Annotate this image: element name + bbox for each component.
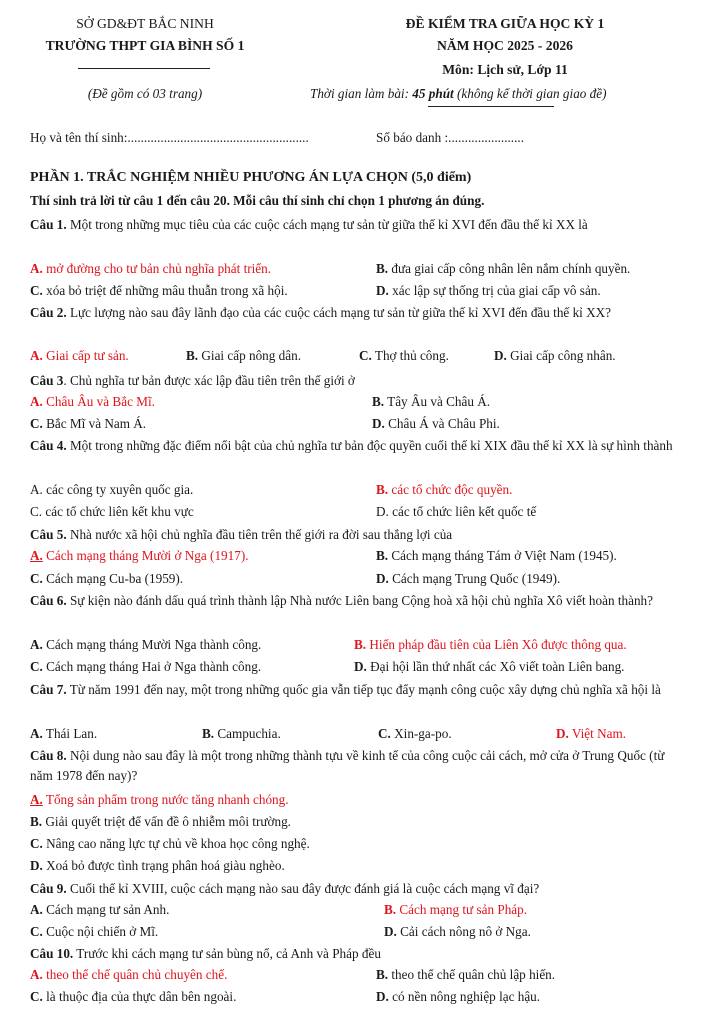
question-3 [30,371,685,391]
option-letter: B. [376,967,389,982]
option-text: Cách mạng tháng Hai ở Nga thành công. [42,659,262,674]
option-text: Bắc Mĩ và Nam Á. [42,416,147,431]
option-text: Campuchia. [214,726,281,741]
answer-3a [30,394,155,410]
question-10 [30,944,685,964]
answer-1c [30,283,288,299]
option-letter: A. [30,967,43,982]
question-text: Sự kiện nào đánh dấu quá trình thành lập Nhà nước Liên bang Cộng hoà xã hội chủ nghĩa Xô viết hoàn thành? [66,593,654,608]
option-letter: A. [30,726,43,741]
option-text: Cách mạng tư sản Pháp. [396,902,528,917]
option-text: Cách mạng tư sản Anh. [42,902,170,917]
question-text: Nội dung nào sau đây là một trong những thành tựu về kinh tế của công cuộc cải cách, mở cửa ở Trung Quốc (từ năm 1978 đến nay)? [30,748,665,783]
answer-8d [30,858,285,874]
question-9 [30,879,685,899]
option-text: Châu Âu và Bắc Mĩ. [42,394,155,409]
pages-note: (Đề gồm có 03 trang) [87,86,203,101]
question-number: Câu 9. [30,881,67,896]
answer-4b [376,482,512,498]
option-letter: D. [376,989,389,1004]
question-number: Câu 2. [30,305,67,320]
answer-6b [354,637,627,653]
option-text: Cách mạng tháng Mười Nga thành công. [42,637,262,652]
school-name: TRƯỜNG THPT GIA BÌNH SỐ 1 [45,38,245,53]
option-letter: D. [556,726,569,741]
question-text: Lực lượng nào sau đây lãnh đạo của các cuộc cách mạng tư sản từ giữa thế kỉ XVI đến đầu thế kỉ XX? [66,305,612,320]
question-4 [30,436,685,456]
option-letter: C. [30,571,43,586]
option-text: các tổ chức liên kết khu vực [42,504,194,519]
option-letter: D. [354,659,367,674]
question-text: Từ năm 1991 đến nay, một trong những quốc gia vẫn tiếp tục đẩy mạnh công cuộc xây dựng chủ nghĩa xã hội là [66,682,661,697]
subject-line: Môn: Lịch sử, Lớp 11 [442,62,568,77]
question-5 [30,525,685,545]
option-letter: D. [376,283,389,298]
answer-8c [30,836,310,852]
option-text: Cuộc nội chiến ở Mĩ. [42,924,159,939]
option-text: Việt Nam. [568,726,627,741]
option-text: Thợ thủ công. [371,348,449,363]
answer-5a [30,548,249,564]
option-text: theo thể chế quân chủ lập hiến. [388,967,556,982]
answer-1b [376,261,630,277]
option-text: Xoá bỏ được tình trạng phân hoá giàu nghèo. [42,858,285,873]
option-letter: A. [30,348,43,363]
option-text: mở đường cho tư bản chủ nghĩa phát triển. [42,261,272,276]
question-number: Câu 4. [30,438,67,453]
answer-1d [376,283,601,299]
answer-10b [376,967,555,983]
option-text: Giai cấp nông dân. [198,348,301,363]
question-text: Một trong những mục tiêu của các cuộc cách mạng tư sản từ giữa thế kỉ XVI đến đầu thế kỉ XX là [66,217,588,232]
option-letter: A. [30,902,43,917]
option-letter: D. [372,416,385,431]
answer-3c [30,416,146,432]
option-letter: A. [30,261,43,276]
option-letter: C. [30,836,43,851]
answer-5b [376,548,617,564]
question-number: Câu 5. [30,527,67,542]
option-letter: C. [359,348,372,363]
question-text: Trước khi cách mạng tư sản bùng nổ, cả Anh và Pháp đều [73,946,381,961]
option-letter: A. [30,394,43,409]
answer-10a [30,967,227,983]
answer-4c [30,504,194,520]
student-name-field: Họ và tên thí sinh:....................................................... [30,130,309,145]
question-text: Cuối thế kỉ XVIII, cuộc cách mạng nào sau đây được đánh giá là cuộc cách mạng vĩ đại? [66,881,540,896]
option-letter: C. [30,989,43,1004]
department-name: SỞ GD&ĐT BẮC NINH [76,16,214,31]
answer-6a [30,637,261,653]
question-6 [30,591,685,611]
option-text: Đại hội lần thứ nhất các Xô viết toàn Liên bang. [366,659,625,674]
answer-2d [494,348,616,364]
header-left-rule [78,68,210,69]
option-text: Tổng sản phẩm trong nước tăng nhanh chóng. [42,792,289,807]
option-letter: B. [376,482,389,497]
option-text: Giai cấp công nhân. [506,348,616,363]
answer-7d [556,726,626,742]
question-number: Câu 8. [30,748,67,763]
answer-10d [376,989,540,1005]
option-letter: A. [30,482,43,497]
option-text: Châu Á và Châu Phi. [384,416,500,431]
question-number: Câu 7. [30,682,67,697]
time-line [310,86,607,102]
option-text: Cách mạng Trung Quốc (1949). [388,571,561,586]
option-letter: B. [202,726,215,741]
answer-10c [30,989,236,1005]
question-number: Câu 10. [30,946,74,961]
question-number: Câu 1. [30,217,67,232]
answer-9c [30,924,158,940]
option-letter: B. [354,637,367,652]
answer-3d [372,416,500,432]
option-letter: C. [30,504,43,519]
answer-7a [30,726,97,742]
option-letter: A. [30,548,43,563]
answer-5d [376,571,560,587]
answer-3b [372,394,490,410]
answer-9d [384,924,531,940]
option-letter: C. [378,726,391,741]
option-text: theo thể chế quân chủ chuyên chế. [42,967,228,982]
question-text: Nhà nước xã hội chủ nghĩa đầu tiên trên thế giới ra đời sau thắng lợi của [66,527,453,542]
answer-4d [376,504,536,520]
option-text: Hiến pháp đầu tiên của Liên Xô được thông qua. [366,637,627,652]
answer-4a [30,482,193,498]
option-letter: B. [30,814,43,829]
option-letter: B. [376,548,389,563]
exam-title: ĐỀ KIỂM TRA GIỮA HỌC KỲ 1 [405,16,605,31]
option-letter: D. [376,504,389,519]
option-text: Cách mạng Cu-ba (1959). [42,571,184,586]
option-letter: B. [384,902,397,917]
option-letter: A. [30,792,43,807]
time-prefix: Thời gian làm bài: [310,86,413,101]
answer-5c [30,571,183,587]
option-text: xác lập sự thống trị của giai cấp vô sản. [388,283,601,298]
question-7 [30,680,685,700]
answer-9b [384,902,527,918]
answer-2b [186,348,301,364]
option-text: Cải cách nông nô ở Nga. [396,924,531,939]
option-text: đưa giai cấp công nhân lên nắm chính quyền. [388,261,631,276]
question-1 [30,215,685,235]
answer-7b [202,726,281,742]
option-letter: C. [30,416,43,431]
answer-6d [354,659,624,675]
option-text: Tây Âu và Châu Á. [384,394,491,409]
answer-6c [30,659,261,675]
option-letter: B. [376,261,389,276]
time-value: 45 phút [412,86,454,101]
option-text: Cách mạng tháng Tám ở Việt Nam (1945). [388,548,617,563]
answer-8a [30,792,289,808]
option-letter: D. [376,571,389,586]
question-text: . Chủ nghĩa tư bản được xác lập đầu tiên trên thế giới ở [63,373,355,388]
option-letter: D. [494,348,507,363]
option-letter: D. [384,924,397,939]
part1-instruction: Thí sinh trả lời từ câu 1 đến câu 20. Mỗi câu thí sinh chỉ chọn 1 phương án đúng. [30,193,485,208]
question-text: Một trong những đặc điểm nổi bật của chủ nghĩa tư bản độc quyền cuối thế kỉ XIX đầu thế kỉ XX là sự hình thành [66,438,673,453]
option-text: các công ty xuyên quốc gia. [42,482,194,497]
answer-2a [30,348,129,364]
school-year: NĂM HỌC 2025 - 2026 [437,38,573,53]
answer-7c [378,726,452,742]
option-text: là thuộc địa của thực dân bên ngoài. [42,989,237,1004]
question-number: Câu 6. [30,593,67,608]
option-text: Xin-ga-po. [390,726,452,741]
option-text: có nền nông nghiệp lạc hậu. [388,989,541,1004]
option-text: các tổ chức độc quyền. [388,482,513,497]
question-8 [30,746,685,786]
option-letter: C. [30,283,43,298]
answer-8b [30,814,291,830]
option-text: Cách mạng tháng Mười ở Nga (1917). [42,548,249,563]
option-text: Giai cấp tư sản. [42,348,129,363]
option-letter: C. [30,924,43,939]
question-number: Câu 3 [30,373,64,388]
option-letter: B. [372,394,385,409]
answer-9a [30,902,169,918]
option-letter: C. [30,659,43,674]
answer-1a [30,261,271,277]
time-underline [428,106,554,107]
option-letter: D. [30,858,43,873]
option-letter: B. [186,348,199,363]
answer-2c [359,348,449,364]
option-text: các tổ chức liên kết quốc tế [388,504,537,519]
question-2 [30,303,685,323]
option-text: Nâng cao năng lực tự chủ về khoa học công nghệ. [42,836,310,851]
option-text: Giải quyết triệt để vấn đề ô nhiễm môi trường. [42,814,291,829]
option-text: xóa bỏ triệt để những mâu thuẫn trong xã hội. [42,283,288,298]
time-suffix: (không kể thời gian giao đề) [453,86,607,101]
option-letter: A. [30,637,43,652]
student-id-field: Số báo danh :....................... [376,130,524,145]
part1-title: PHẦN 1. TRẮC NGHIỆM NHIỀU PHƯƠNG ÁN LỰA CHỌN (5,0 điểm) [30,170,472,185]
option-text: Thái Lan. [42,726,98,741]
